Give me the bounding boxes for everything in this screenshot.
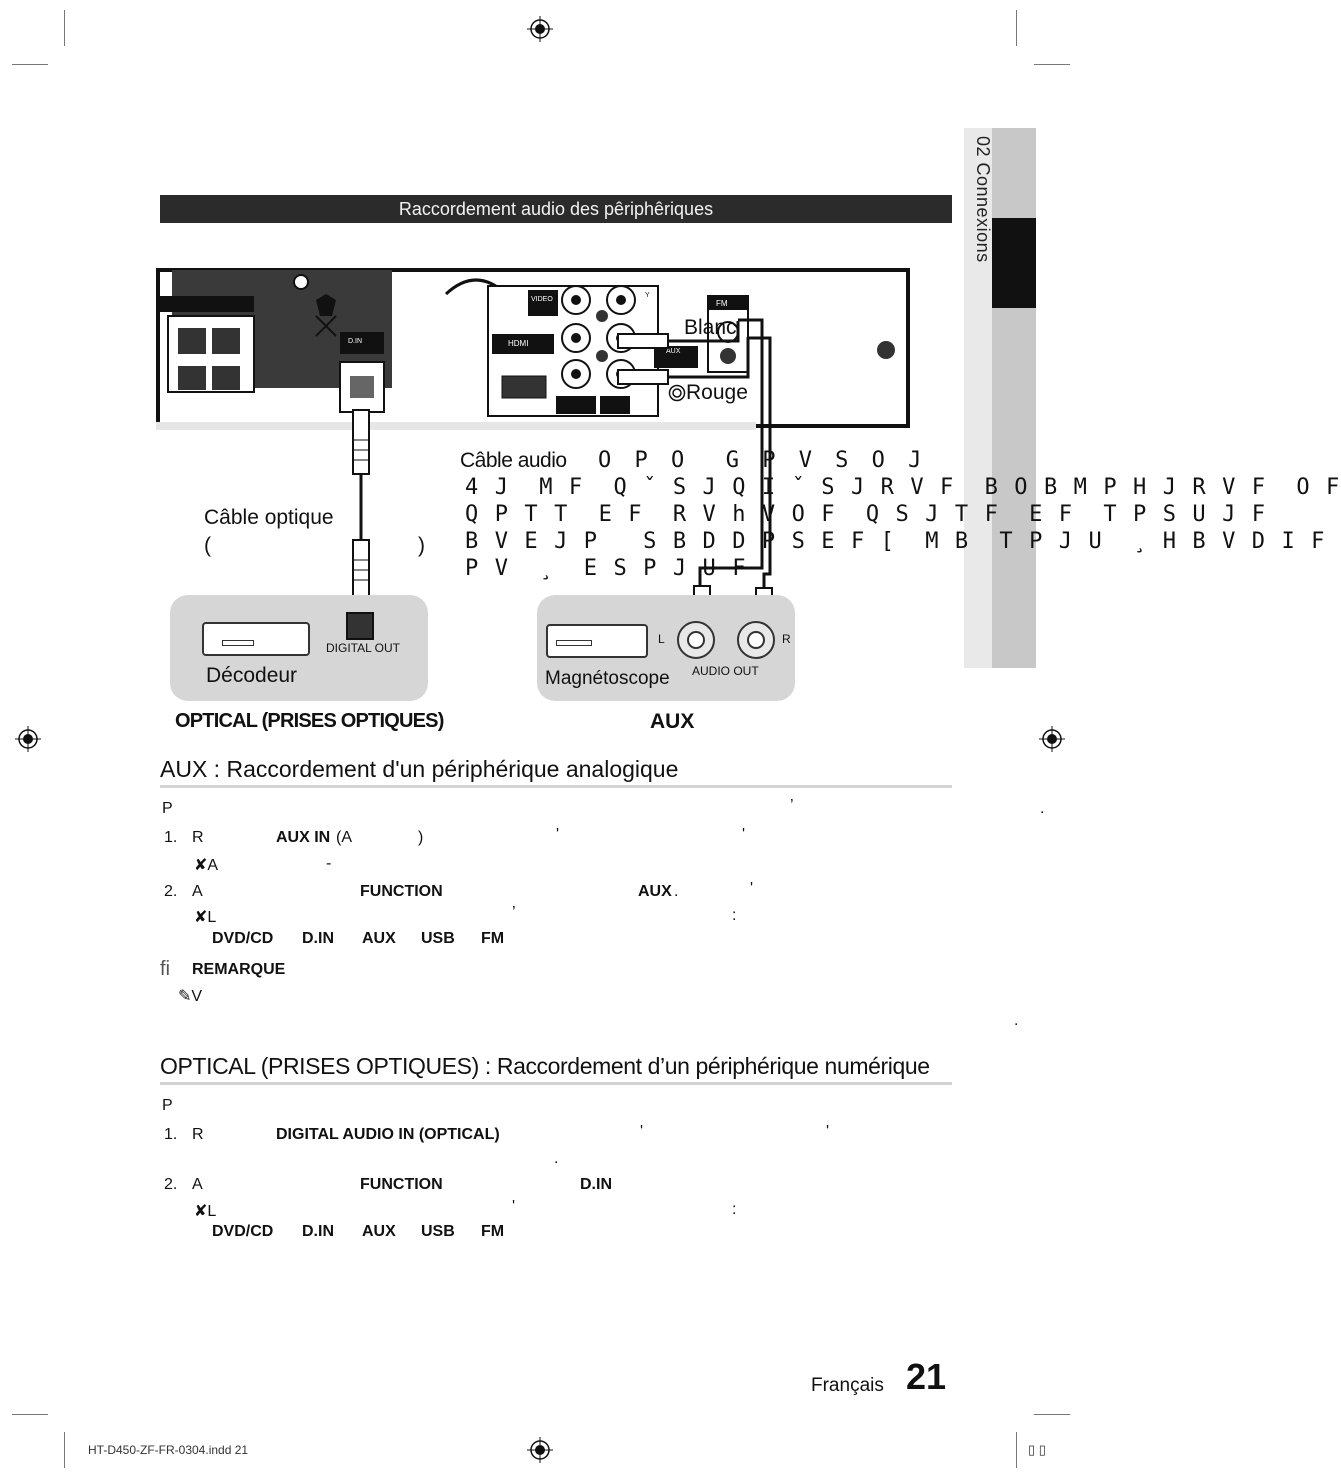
optical-mode-aux: AUX — [362, 1223, 396, 1240]
panel-label-aux: AUX — [666, 348, 681, 355]
aux-step2-quote: ' — [750, 880, 754, 897]
aux-step2-strong: FUNCTION — [360, 883, 443, 900]
panel-label-fm: FM — [716, 299, 728, 308]
aux-step1-letter: R — [192, 829, 204, 846]
note-title: REMARQUE — [192, 961, 286, 978]
label-rouge: Rouge — [686, 381, 748, 404]
optical-step1-number: 1. — [164, 1126, 178, 1143]
optical-step1-quote: ' — [826, 1123, 830, 1140]
label-decodeur: Décodeur — [206, 664, 298, 687]
crop-mark — [64, 1432, 65, 1468]
panel-label-video: VIDEO — [531, 296, 553, 303]
aux-step2-sub-colon: : — [732, 907, 737, 924]
note-icon: ﬁ — [160, 958, 170, 980]
label-audio-out: AUDIO OUT — [692, 664, 759, 678]
optical-step2-strong: FUNCTION — [360, 1176, 443, 1193]
aux-mode-usb: USB — [421, 930, 455, 947]
optical-intro: P — [162, 1097, 173, 1114]
aux-step2-number: 2. — [164, 883, 178, 900]
paren-close: ) — [418, 534, 425, 557]
optical-port-icon — [346, 612, 374, 640]
aux-step1-paren: (A — [336, 829, 352, 846]
aux-step1-number: 1. — [164, 829, 178, 846]
paren-open: ( — [204, 534, 211, 557]
garbled-text-line: 4 J M F Q ˇ S J Q I ˇ S J R V F B O B M P H J R V F O F — [465, 475, 1341, 500]
caption-aux: AUX — [650, 710, 695, 733]
optical-heading-rest: : Raccordement d’un périphérique numérique — [484, 1053, 930, 1079]
label-blanc: Blanc — [684, 316, 737, 339]
optical-mode-din: D.IN — [302, 1223, 334, 1240]
panel-label-din: D.IN — [348, 338, 362, 345]
aux-step2-dot: . — [674, 883, 679, 900]
decoder-illustration — [202, 622, 310, 656]
label-digital-out: DIGITAL OUT — [326, 641, 401, 655]
optical-step2-sub-bullet: ✘L — [194, 1203, 217, 1220]
optical-step2-number: 2. — [164, 1176, 178, 1193]
optical-step1-quote: ' — [640, 1123, 644, 1140]
optical-step1-dot: . — [554, 1150, 559, 1167]
caption-optical: OPTICAL (PRISES OPTIQUES) — [175, 710, 444, 732]
rca-jack-left-icon — [676, 620, 716, 660]
aux-step2-sub-quote: ’ — [512, 904, 516, 921]
aux-step1-quote: ' — [556, 826, 560, 843]
aux-step2-letter: A — [192, 883, 203, 900]
optical-step2-sub-colon: : — [732, 1201, 737, 1218]
rca-jack-right-icon — [736, 620, 776, 660]
note-end: . — [1014, 1012, 1019, 1029]
aux-step2-target: AUX — [638, 883, 672, 900]
aux-step1-sub-dash: - — [326, 855, 332, 872]
rca-ring-icon — [668, 384, 686, 402]
aux-heading: AUX : Raccordement d'un périphérique analogique — [160, 756, 679, 782]
crop-mark — [1016, 1432, 1017, 1468]
optical-mode-fm: FM — [481, 1223, 505, 1240]
section-banner: Raccordement audio des pêriphêriques — [160, 195, 952, 223]
optical-mode-dvdcd: DVD/CD — [212, 1223, 274, 1240]
label-cable-optique: Câble optique — [204, 506, 334, 529]
optical-heading-strong: OPTICAL (PRISES OPTIQUES) — [160, 1053, 479, 1079]
footer-language: Français — [811, 1375, 884, 1396]
aux-step1-quote: ' — [742, 826, 746, 843]
aux-mode-aux: AUX — [362, 930, 396, 947]
decoder-illustration-detail — [222, 640, 254, 646]
vcr-illustration-detail — [556, 640, 592, 646]
footer-file-info: HT-D450-ZF-FR-0304.indd 21 — [88, 1443, 249, 1457]
optical-step2-sub-quote: ' — [512, 1198, 516, 1215]
panel-label-hdmi: HDMI — [508, 339, 529, 348]
optical-step1-strong: DIGITAL AUDIO IN (OPTICAL) — [276, 1126, 500, 1143]
aux-intro-end: . — [1040, 800, 1045, 817]
aux-step1-paren-close: ) — [418, 829, 424, 846]
label-port-l: L — [658, 632, 665, 646]
aux-step1-strong: AUX IN — [276, 829, 331, 846]
optical-step2-target: D.IN — [580, 1176, 612, 1193]
garbled-text-line: Q P T T E F R V h V O F Q S J T F E F T P S U J F — [465, 502, 1267, 527]
garbled-text-line: P V ¸ E S P J U F — [465, 556, 748, 581]
aux-mode-din: D.IN — [302, 930, 334, 947]
optical-heading-rule — [160, 1082, 952, 1085]
registration-mark-icon — [527, 1437, 553, 1463]
aux-intro: P — [162, 800, 173, 817]
label-magnetoscope: Magnétoscope — [545, 668, 670, 689]
optical-step2-letter: A — [192, 1176, 203, 1193]
optical-heading — [160, 1053, 930, 1080]
note-text: ✎V — [178, 988, 203, 1005]
label-port-r: R — [782, 632, 791, 646]
label-cable-audio: Câble audio — [460, 449, 567, 472]
aux-heading-rule — [160, 785, 952, 788]
footer-corner-glyphs: ▯ ▯ — [1028, 1442, 1046, 1457]
garbled-text-line: O P O G P V S O J — [598, 448, 927, 473]
optical-mode-usb: USB — [421, 1223, 455, 1240]
crop-mark — [1034, 1414, 1070, 1415]
aux-step2-sub-bullet: ✘L — [194, 909, 217, 926]
aux-intro-apostrophe: ’ — [790, 797, 794, 814]
aux-mode-fm: FM — [481, 930, 505, 947]
crop-mark — [12, 1414, 48, 1415]
aux-mode-dvdcd: DVD/CD — [212, 930, 274, 947]
garbled-text-line: B V E J P S B D D P S E F [ M B T P J U ¸ H B V D I F — [465, 529, 1327, 554]
chapter-label: 02 Connexions — [973, 136, 993, 263]
page-number: 21 — [906, 1356, 947, 1397]
panel-label-y: Y — [645, 292, 650, 299]
aux-step1-sub-bullet: ✘A — [194, 857, 219, 874]
optical-step1-letter: R — [192, 1126, 204, 1143]
